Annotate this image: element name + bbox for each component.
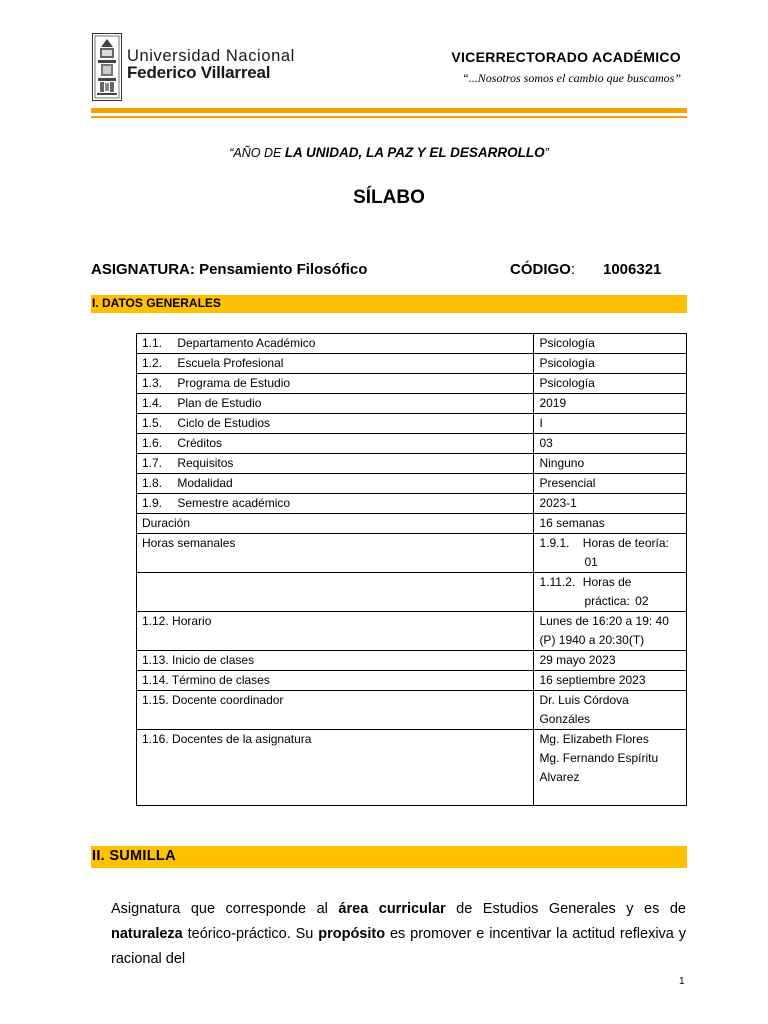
document-title: SÍLABO <box>353 187 425 208</box>
horario-line2: (P) 1940 a 20:30(T) <box>539 633 645 647</box>
table-cell-value: 16 septiembre 2023 <box>534 671 687 691</box>
row-label: Programa de Estudio <box>177 376 291 390</box>
table-row <box>137 573 687 612</box>
table-row <box>137 612 687 651</box>
practica-number: 1.11.2. <box>539 575 576 589</box>
code-label-line <box>510 261 575 278</box>
sumilla-text-1: Asignatura que corresponde al <box>111 901 339 917</box>
row-number: 1.6. <box>142 436 163 450</box>
table-cell-value <box>534 691 687 730</box>
section-datos-generales-title: I. DATOS GENERALES <box>92 296 221 310</box>
row-number: 1.1. <box>142 336 163 350</box>
practica-label-2: práctica: <box>584 594 630 608</box>
table-cell-label: Horas semanales <box>137 534 534 573</box>
year-motto-prefix: “AÑO DE <box>229 146 282 160</box>
page-number: 1 <box>679 976 685 987</box>
table-cell-value: 2019 <box>534 394 687 414</box>
table-row <box>137 334 687 354</box>
table-row <box>137 494 687 514</box>
row-label: Plan de Estudio <box>177 396 262 410</box>
table-row <box>137 434 687 454</box>
code-colon: : <box>570 261 576 278</box>
docentes-line1: Mg. Elizabeth Flores <box>539 732 649 746</box>
table-cell-label <box>137 434 534 454</box>
table-cell-label: 1.13. Inicio de clases <box>137 651 534 671</box>
row-number: 1.4. <box>142 396 163 410</box>
row-number: 1.9. <box>142 496 163 510</box>
row-label: Requisitos <box>177 456 234 470</box>
table-cell-value: Psicología <box>534 354 687 374</box>
subject-line <box>91 261 367 278</box>
sumilla-paragraph <box>111 897 686 972</box>
row-number: 1.8. <box>142 476 163 490</box>
university-name-line1: Universidad Nacional <box>127 47 295 65</box>
table-cell-label <box>137 454 534 474</box>
table-cell-label <box>137 374 534 394</box>
table-cell-label <box>137 394 534 414</box>
table-cell-label <box>137 474 534 494</box>
code-value: 1006321 <box>603 261 662 278</box>
university-motto: “...Nosotros somos el cambio que buscamos” <box>462 71 681 85</box>
table-cell-label: 1.14. Término de clases <box>137 671 534 691</box>
coordinador-line2: Gonzáles <box>539 712 591 726</box>
row-label: Departamento Académico <box>177 336 316 350</box>
practica-value: 02 <box>635 594 649 608</box>
table-cell-value: 2023-1 <box>534 494 687 514</box>
table-row <box>137 374 687 394</box>
university-name-line2: Federico Villarreal <box>127 63 271 82</box>
datos-generales-table <box>136 333 687 806</box>
sumilla-bold-1: área curricular <box>338 901 446 917</box>
table-row <box>137 414 687 434</box>
subject-name: Pensamiento Filosófico <box>199 261 368 278</box>
table-row <box>137 691 687 730</box>
table-cell-label: Duración <box>137 514 534 534</box>
sumilla-text-3: teórico-práctico. Su <box>182 926 319 942</box>
table-cell-value: 29 mayo 2023 <box>534 651 687 671</box>
header-divider-thick <box>91 108 687 113</box>
table-row <box>137 394 687 414</box>
row-label: Escuela Profesional <box>177 356 284 370</box>
table-cell-label: 1.16. Docentes de la asignatura <box>137 730 534 806</box>
horario-line1: Lunes de 16:20 a 19: 40 <box>539 614 669 628</box>
year-motto <box>0 145 768 160</box>
university-seal-logo <box>92 33 122 101</box>
table-cell-value: Ninguno <box>534 454 687 474</box>
table-cell-value: Psicología <box>534 374 687 394</box>
table-row <box>137 671 687 691</box>
row-label: Ciclo de Estudios <box>177 416 271 430</box>
sumilla-text-2: de Estudios Generales y es de <box>445 901 686 917</box>
table-row <box>137 651 687 671</box>
table-row <box>137 474 687 494</box>
docentes-line3: Alvarez <box>539 770 580 784</box>
table-cell-value <box>534 534 687 573</box>
row-number: 1.5. <box>142 416 163 430</box>
table-row <box>137 730 687 806</box>
year-motto-bold: LA UNIDAD, LA PAZ Y EL DESARROLLO <box>284 145 545 160</box>
table-cell-value: 16 semanas <box>534 514 687 534</box>
table-cell-label <box>137 354 534 374</box>
table-cell-value <box>534 573 687 612</box>
row-number: 1.3. <box>142 376 163 390</box>
table-cell-label <box>137 414 534 434</box>
teoria-value: 01 <box>584 555 598 569</box>
year-motto-suffix: ” <box>544 146 549 160</box>
table-row <box>137 454 687 474</box>
sumilla-bold-2: naturaleza <box>111 926 183 942</box>
table-cell-label: 1.12. Horario <box>137 612 534 651</box>
section-sumilla-bar <box>91 846 687 868</box>
section-sumilla-title: II. SUMILLA <box>92 848 176 864</box>
row-label: Créditos <box>177 436 223 450</box>
code-label: CÓDIGO <box>510 261 571 278</box>
table-cell-label <box>137 494 534 514</box>
coordinador-line1: Dr. Luis Córdova <box>539 693 629 707</box>
vicerrectorado-heading: VICERRECTORADO ACADÉMICO <box>451 49 681 65</box>
docentes-line2: Mg. Fernando Espíritu <box>539 751 659 765</box>
table-row <box>137 354 687 374</box>
table-cell-value <box>534 730 687 806</box>
row-number: 1.7. <box>142 456 163 470</box>
sumilla-text-4: es promover e incentivar la actitud reflexiva y racional del <box>111 926 686 967</box>
table-cell-label <box>137 334 534 354</box>
teoria-number: 1.9.1. <box>539 536 570 550</box>
practica-label: Horas de <box>582 575 632 589</box>
table-cell-label: 1.15. Docente coordinador <box>137 691 534 730</box>
sumilla-bold-3: propósito <box>318 926 386 942</box>
table-row <box>137 514 687 534</box>
table-cell-value: 03 <box>534 434 687 454</box>
row-label: Semestre académico <box>177 496 291 510</box>
row-label: Modalidad <box>177 476 233 490</box>
header-divider-thin <box>91 116 687 118</box>
section-datos-generales-bar <box>91 295 687 313</box>
table-row <box>137 534 687 573</box>
row-number: 1.2. <box>142 356 163 370</box>
table-cell-value: I <box>534 414 687 434</box>
table-cell-value: Presencial <box>534 474 687 494</box>
table-cell-value: Psicología <box>534 334 687 354</box>
table-cell-value <box>534 612 687 651</box>
subject-label: ASIGNATURA: <box>91 261 195 278</box>
table-cell-label <box>137 573 534 612</box>
teoria-label: Horas de teoría: <box>582 536 669 550</box>
